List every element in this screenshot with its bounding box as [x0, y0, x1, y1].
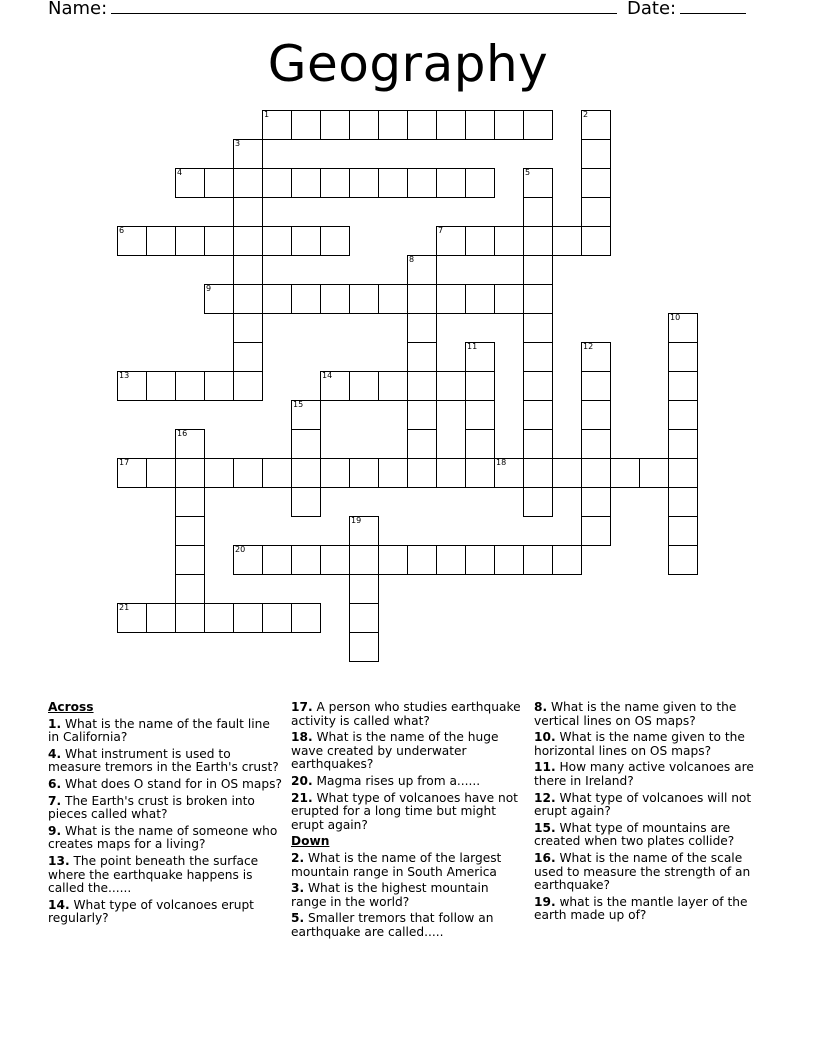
- grid-cell[interactable]: [465, 226, 495, 256]
- grid-cell[interactable]: [523, 371, 553, 401]
- grid-cell[interactable]: [291, 284, 321, 314]
- grid-cell[interactable]: [233, 168, 263, 198]
- clue-down-19: 19. what is the mantle layer of the earth made up of?: [534, 894, 748, 923]
- clue-number: 6: [119, 226, 125, 235]
- grid-cell[interactable]: [494, 458, 524, 488]
- grid-cell[interactable]: [581, 197, 611, 227]
- clue-across-4: 4. What instrument is used to measure tremors in the Earth's crust?: [48, 746, 279, 775]
- clue-number: 8: [409, 255, 415, 264]
- grid-cell[interactable]: [465, 545, 495, 575]
- grid-cell[interactable]: [291, 168, 321, 198]
- grid-cell[interactable]: [175, 516, 205, 546]
- grid-cell[interactable]: [291, 226, 321, 256]
- clue-across-9: 9. What is the name of someone who creates maps for a living?: [48, 823, 278, 852]
- grid-cell[interactable]: [233, 342, 263, 372]
- grid-cell[interactable]: [581, 429, 611, 459]
- grid-cell[interactable]: [117, 371, 147, 401]
- clue-down-2: 2. What is the name of the largest mountain range in South America: [291, 850, 502, 879]
- grid-cell[interactable]: [407, 110, 437, 140]
- grid-cell[interactable]: [407, 342, 437, 372]
- grid-cell[interactable]: [349, 603, 379, 633]
- across-heading: Across: [48, 700, 94, 714]
- grid-cell[interactable]: [494, 110, 524, 140]
- grid-cell[interactable]: [465, 284, 495, 314]
- grid-cell[interactable]: [523, 429, 553, 459]
- grid-cell[interactable]: [204, 226, 234, 256]
- grid-cell[interactable]: [668, 313, 698, 343]
- grid-cell[interactable]: [291, 429, 321, 459]
- grid-cell[interactable]: [668, 429, 698, 459]
- grid-cell[interactable]: [523, 458, 553, 488]
- grid-cell[interactable]: [668, 487, 698, 517]
- grid-cell[interactable]: [320, 168, 350, 198]
- grid-cell[interactable]: [523, 342, 553, 372]
- down-heading: Down: [291, 834, 330, 849]
- clue-number: 5: [525, 168, 531, 177]
- grid-cell[interactable]: [233, 197, 263, 227]
- grid-cell[interactable]: [117, 226, 147, 256]
- grid-cell[interactable]: [465, 342, 495, 372]
- grid-cell[interactable]: [465, 168, 495, 198]
- clue-down-5: 5. Smaller tremors that follow an earthquake are called.....: [291, 911, 494, 939]
- clue-number: 13: [119, 371, 130, 380]
- grid-cell[interactable]: [262, 458, 292, 488]
- grid-cell[interactable]: [465, 429, 495, 459]
- grid-cell[interactable]: [175, 226, 205, 256]
- grid-cell[interactable]: [581, 226, 611, 256]
- grid-cell[interactable]: [581, 371, 611, 401]
- grid-cell[interactable]: [175, 371, 205, 401]
- grid-cell[interactable]: [262, 545, 292, 575]
- clue-across-14: 14. What type of volcanoes erupt regularly?: [48, 897, 254, 926]
- grid-cell[interactable]: [349, 110, 379, 140]
- clue-number: 18: [496, 458, 507, 467]
- clue-number: 21: [119, 603, 130, 612]
- grid-cell[interactable]: [436, 226, 466, 256]
- grid-cell[interactable]: [262, 226, 292, 256]
- grid-cell[interactable]: [668, 458, 698, 488]
- grid-cell[interactable]: [581, 342, 611, 372]
- grid-cell[interactable]: [668, 516, 698, 546]
- grid-cell[interactable]: [552, 545, 582, 575]
- grid-cell[interactable]: [639, 458, 669, 488]
- grid-cell[interactable]: [204, 603, 234, 633]
- grid-cell[interactable]: [204, 168, 234, 198]
- clue-column-3: [534, 701, 770, 926]
- grid-cell[interactable]: [668, 545, 698, 575]
- grid-cell[interactable]: [581, 516, 611, 546]
- clue-number: 4: [177, 168, 183, 177]
- grid-cell[interactable]: [552, 458, 582, 488]
- grid-cell[interactable]: [320, 226, 350, 256]
- clue-number: 1: [264, 110, 270, 119]
- grid-cell[interactable]: [378, 371, 408, 401]
- grid-cell[interactable]: [349, 632, 379, 662]
- grid-cell[interactable]: [668, 342, 698, 372]
- grid-cell[interactable]: [407, 313, 437, 343]
- clue-across-20: 20. Magma rises up from a......: [291, 773, 481, 788]
- grid-cell[interactable]: [117, 603, 147, 633]
- grid-cell[interactable]: [146, 603, 176, 633]
- clue-across-13: 13. The point beneath the surface where the earthquake happens is called the......: [48, 853, 259, 896]
- name-label: Name:: [48, 0, 108, 19]
- clue-across-7: 7. The Earth's crust is broken into pieces called what?: [48, 793, 255, 822]
- grid-cell[interactable]: [523, 168, 553, 198]
- clue-down-10: 10. What is the name given to the horizontal lines on OS maps?: [534, 730, 745, 758]
- grid-cell[interactable]: [436, 284, 466, 314]
- grid-cell[interactable]: [378, 545, 408, 575]
- grid-cell[interactable]: [494, 545, 524, 575]
- grid-cell[interactable]: [436, 371, 466, 401]
- clue-column-2: [291, 701, 527, 943]
- grid-cell[interactable]: [523, 197, 553, 227]
- grid-cell[interactable]: [233, 458, 263, 488]
- grid-cell[interactable]: [349, 545, 379, 575]
- grid-cell[interactable]: [320, 110, 350, 140]
- grid-cell[interactable]: [494, 284, 524, 314]
- grid-cell[interactable]: [146, 226, 176, 256]
- grid-cell[interactable]: [378, 110, 408, 140]
- grid-cell[interactable]: [436, 168, 466, 198]
- clue-across-6: 6. What does O stand for in OS maps?: [48, 776, 282, 791]
- clue-number: 20: [235, 545, 246, 554]
- grid-cell[interactable]: [436, 545, 466, 575]
- clue-down-16: 16. What is the name of the scale used to measure the strength of an earthquake?: [534, 850, 751, 893]
- grid-cell[interactable]: [233, 545, 263, 575]
- grid-cell[interactable]: [320, 545, 350, 575]
- grid-cell[interactable]: [581, 458, 611, 488]
- grid-cell[interactable]: [407, 255, 437, 285]
- grid-cell[interactable]: [146, 458, 176, 488]
- grid-cell[interactable]: [523, 545, 553, 575]
- grid-cell[interactable]: [233, 313, 263, 343]
- grid-cell[interactable]: [610, 458, 640, 488]
- clue-number: 11: [467, 342, 478, 351]
- grid-cell[interactable]: [378, 168, 408, 198]
- grid-cell[interactable]: [436, 110, 466, 140]
- grid-cell[interactable]: [668, 400, 698, 430]
- grid-cell[interactable]: [465, 110, 495, 140]
- clue-number: 12: [583, 342, 594, 351]
- grid-cell[interactable]: [262, 284, 292, 314]
- clue-down-11: 11. How many active volcanoes are there in Ireland?: [534, 760, 754, 788]
- grid-cell[interactable]: [175, 545, 205, 575]
- clue-down-15: 15. What type of mountains are created when two plates collide?: [534, 820, 735, 849]
- grid-cell[interactable]: [523, 400, 553, 430]
- grid-cell[interactable]: [233, 255, 263, 285]
- clue-number: 3: [235, 139, 241, 148]
- date-label: Date:: [627, 0, 677, 19]
- grid-cell[interactable]: [407, 458, 437, 488]
- grid-cell[interactable]: [320, 371, 350, 401]
- grid-cell[interactable]: [320, 284, 350, 314]
- grid-cell[interactable]: [233, 139, 263, 169]
- grid-cell[interactable]: [407, 284, 437, 314]
- grid-cell[interactable]: [204, 284, 234, 314]
- grid-cell[interactable]: [465, 458, 495, 488]
- grid-cell[interactable]: [175, 429, 205, 459]
- grid-cell[interactable]: [262, 168, 292, 198]
- grid-cell[interactable]: [349, 371, 379, 401]
- grid-cell[interactable]: [436, 458, 466, 488]
- clue-number: 15: [293, 400, 304, 409]
- grid-cell[interactable]: [465, 400, 495, 430]
- grid-cell[interactable]: [204, 458, 234, 488]
- grid-cell[interactable]: [349, 516, 379, 546]
- clue-number: 14: [322, 371, 333, 380]
- grid-cell[interactable]: [407, 429, 437, 459]
- grid-cell[interactable]: [581, 139, 611, 169]
- grid-cell[interactable]: [291, 110, 321, 140]
- grid-cell[interactable]: [407, 400, 437, 430]
- grid-cell[interactable]: [523, 110, 553, 140]
- grid-cell[interactable]: [291, 603, 321, 633]
- grid-cell[interactable]: [407, 168, 437, 198]
- grid-cell[interactable]: [465, 371, 495, 401]
- grid-cell[interactable]: [175, 168, 205, 198]
- grid-cell[interactable]: [291, 400, 321, 430]
- grid-cell[interactable]: [407, 371, 437, 401]
- clue-column-1: [48, 701, 284, 929]
- grid-cell[interactable]: [320, 458, 350, 488]
- clue-number: 10: [670, 313, 681, 322]
- grid-cell[interactable]: [175, 603, 205, 633]
- grid-cell[interactable]: [581, 168, 611, 198]
- grid-cell[interactable]: [233, 226, 263, 256]
- grid-cell[interactable]: [523, 255, 553, 285]
- grid-cell[interactable]: [291, 545, 321, 575]
- clue-down-3: 3. What is the highest mountain range in the world?: [291, 881, 489, 909]
- grid-cell[interactable]: [523, 284, 553, 314]
- grid-cell[interactable]: [117, 458, 147, 488]
- grid-cell[interactable]: [262, 110, 292, 140]
- grid-cell[interactable]: [291, 487, 321, 517]
- grid-cell[interactable]: [175, 574, 205, 604]
- clue-across-21: 21. What type of volcanoes have not erupted for a long time but might erupt again?: [291, 790, 518, 832]
- clue-across-17: 17. A person who studies earthquake activity is called what?: [291, 700, 521, 728]
- grid-cell[interactable]: [523, 487, 553, 517]
- clue-number: 16: [177, 429, 188, 438]
- grid-cell[interactable]: [523, 313, 553, 343]
- grid-cell[interactable]: [378, 284, 408, 314]
- grid-cell[interactable]: [523, 226, 553, 256]
- grid-cell[interactable]: [552, 226, 582, 256]
- grid-cell[interactable]: [204, 371, 234, 401]
- grid-cell[interactable]: [233, 284, 263, 314]
- grid-cell[interactable]: [581, 400, 611, 430]
- grid-cell[interactable]: [378, 458, 408, 488]
- clue-down-12: 12. What type of volcanoes will not erupt again?: [534, 790, 752, 819]
- clue-across-1: 1. What is the name of the fault line in California?: [48, 716, 270, 745]
- grid-cell[interactable]: [349, 168, 379, 198]
- grid-cell[interactable]: [291, 458, 321, 488]
- grid-cell[interactable]: [581, 110, 611, 140]
- grid-cell[interactable]: [175, 487, 205, 517]
- page-title: Geography: [267, 35, 549, 93]
- clue-number: 7: [438, 226, 444, 235]
- grid-cell[interactable]: [233, 371, 263, 401]
- grid-cell[interactable]: [175, 458, 205, 488]
- grid-cell[interactable]: [668, 371, 698, 401]
- grid-cell[interactable]: [146, 371, 176, 401]
- clue-down-8: 8. What is the name given to the vertical lines on OS maps?: [534, 700, 737, 728]
- grid-cell[interactable]: [581, 487, 611, 517]
- grid-cell[interactable]: [494, 226, 524, 256]
- clue-number: 17: [119, 458, 130, 467]
- grid-cell[interactable]: [349, 574, 379, 604]
- clue-number: 19: [351, 516, 362, 525]
- grid-cell[interactable]: [349, 458, 379, 488]
- grid-cell[interactable]: [233, 603, 263, 633]
- grid-cell[interactable]: [407, 545, 437, 575]
- grid-cell[interactable]: [262, 603, 292, 633]
- clue-number: 9: [206, 284, 212, 293]
- clue-number: 2: [583, 110, 589, 119]
- grid-cell[interactable]: [349, 284, 379, 314]
- clue-across-18: 18. What is the name of the huge wave created by underwater earthquakes?: [291, 730, 499, 772]
